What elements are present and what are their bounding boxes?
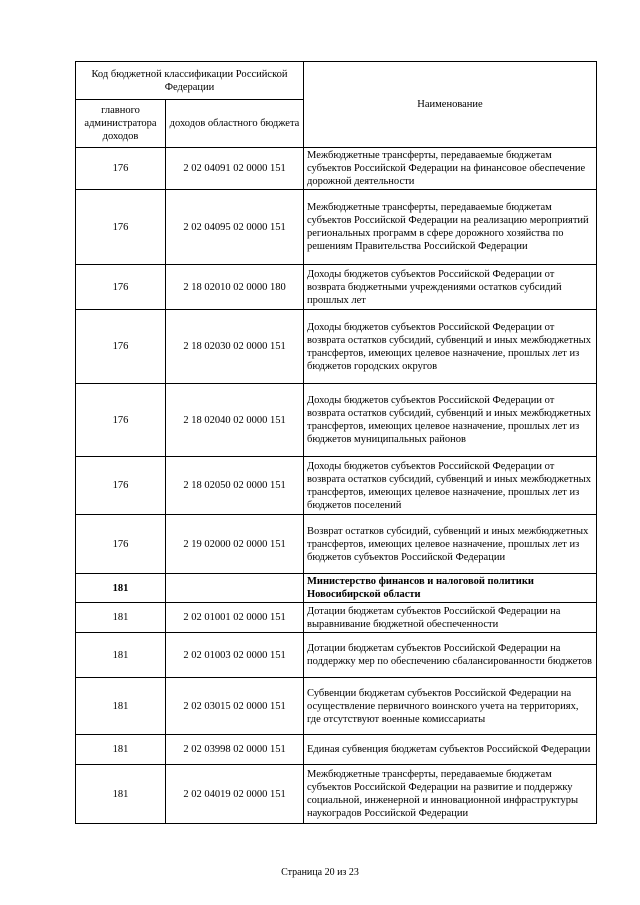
name-cell: Субвенции бюджетам субъектов Российской Федерации на осуществление первичного воинского учета на территориях, где отсутствуют военные комиссариаты xyxy=(304,678,597,735)
table-row xyxy=(76,148,597,190)
table-row xyxy=(76,457,597,515)
admin-cell: 181 xyxy=(76,765,166,824)
page-number: Страница 20 из 23 xyxy=(281,867,359,878)
name-cell: Доходы бюджетов субъектов Российской Федерации от возврата остатков субсидий, субвенций и иных межбюджетных трансфертов, имеющих целевое назначение, прошлых лет из бюджетов муниципальных районов xyxy=(304,384,597,457)
code-cell: 2 02 04095 02 0000 151 xyxy=(166,190,304,265)
code-cell: 2 02 04019 02 0000 151 xyxy=(166,765,304,824)
table-row xyxy=(76,265,597,310)
table-row xyxy=(76,384,597,457)
admin-cell: 176 xyxy=(76,310,166,384)
name-cell: Дотации бюджетам субъектов Российской Федерации на поддержку мер по обеспечению сбалансированности бюджетов xyxy=(304,633,597,678)
name-cell: Доходы бюджетов субъектов Российской Федерации от возврата остатков субсидий, субвенций и иных межбюджетных трансфертов, имеющих целевое назначение, прошлых лет из бюджетов поселений xyxy=(304,457,597,515)
admin-cell: 181 xyxy=(76,678,166,735)
header-name: Наименование xyxy=(304,62,597,148)
admin-cell: 176 xyxy=(76,384,166,457)
name-cell: Межбюджетные трансферты, передаваемые бюджетам субъектов Российской Федерации на реализацию мероприятий региональных программ в сфере дорожного хозяйства по решениям Правительства Российской Федерации xyxy=(304,190,597,265)
table-row xyxy=(76,633,597,678)
code-cell: 2 18 02030 02 0000 151 xyxy=(166,310,304,384)
table-row-section xyxy=(76,574,597,603)
table-row xyxy=(76,310,597,384)
name-cell: Доходы бюджетов субъектов Российской Федерации от возврата остатков субсидий, субвенций и иных межбюджетных трансфертов, имеющих целевое назначение, прошлых лет из бюджетов городских округов xyxy=(304,310,597,384)
table-row xyxy=(76,765,597,824)
code-cell: 2 18 02040 02 0000 151 xyxy=(166,384,304,457)
admin-cell: 181 xyxy=(76,574,166,603)
name-cell: Доходы бюджетов субъектов Российской Федерации от возврата бюджетными учреждениями остатков субсидий прошлых лет xyxy=(304,265,597,310)
table-row xyxy=(76,735,597,765)
admin-cell: 176 xyxy=(76,190,166,265)
admin-cell: 176 xyxy=(76,457,166,515)
budget-classification-table xyxy=(75,61,597,824)
admin-cell: 181 xyxy=(76,603,166,633)
header-group: Код бюджетной классификации Российской Федерации xyxy=(76,62,304,100)
admin-cell: 176 xyxy=(76,515,166,574)
name-cell: Возврат остатков субсидий, субвенций и иных межбюджетных трансфертов, имеющих целевое назначение, прошлых лет из бюджетов субъектов Российской Федерации xyxy=(304,515,597,574)
name-cell: Межбюджетные трансферты, передаваемые бюджетам субъектов Российской Федерации на развитие и поддержку социальной, инженерной и инновационной инфраструктуры наукоградов Российской Федерации xyxy=(304,765,597,824)
admin-cell: 181 xyxy=(76,633,166,678)
code-cell: 2 02 01003 02 0000 151 xyxy=(166,633,304,678)
table-row xyxy=(76,678,597,735)
header-code: доходов областного бюджета xyxy=(166,100,304,148)
code-cell: 2 19 02000 02 0000 151 xyxy=(166,515,304,574)
name-cell: Межбюджетные трансферты, передаваемые бюджетам субъектов Российской Федерации на финансовое обеспечение дорожной деятельности xyxy=(304,148,597,190)
table-row xyxy=(76,190,597,265)
code-cell: 2 18 02050 02 0000 151 xyxy=(166,457,304,515)
code-cell: 2 02 01001 02 0000 151 xyxy=(166,603,304,633)
code-cell: 2 18 02010 02 0000 180 xyxy=(166,265,304,310)
header-row-1 xyxy=(76,62,597,100)
name-cell: Министерство финансов и налоговой политики Новосибирской области xyxy=(304,574,597,603)
table-row xyxy=(76,515,597,574)
name-cell: Единая субвенция бюджетам субъектов Российской Федерации xyxy=(304,735,597,765)
name-cell: Дотации бюджетам субъектов Российской Федерации на выравнивание бюджетной обеспеченности xyxy=(304,603,597,633)
code-cell: 2 02 03998 02 0000 151 xyxy=(166,735,304,765)
code-cell xyxy=(166,574,304,603)
table-row xyxy=(76,603,597,633)
admin-cell: 176 xyxy=(76,265,166,310)
admin-cell: 176 xyxy=(76,148,166,190)
code-cell: 2 02 04091 02 0000 151 xyxy=(166,148,304,190)
header-admin: главного администратора доходов xyxy=(76,100,166,148)
admin-cell: 181 xyxy=(76,735,166,765)
code-cell: 2 02 03015 02 0000 151 xyxy=(166,678,304,735)
